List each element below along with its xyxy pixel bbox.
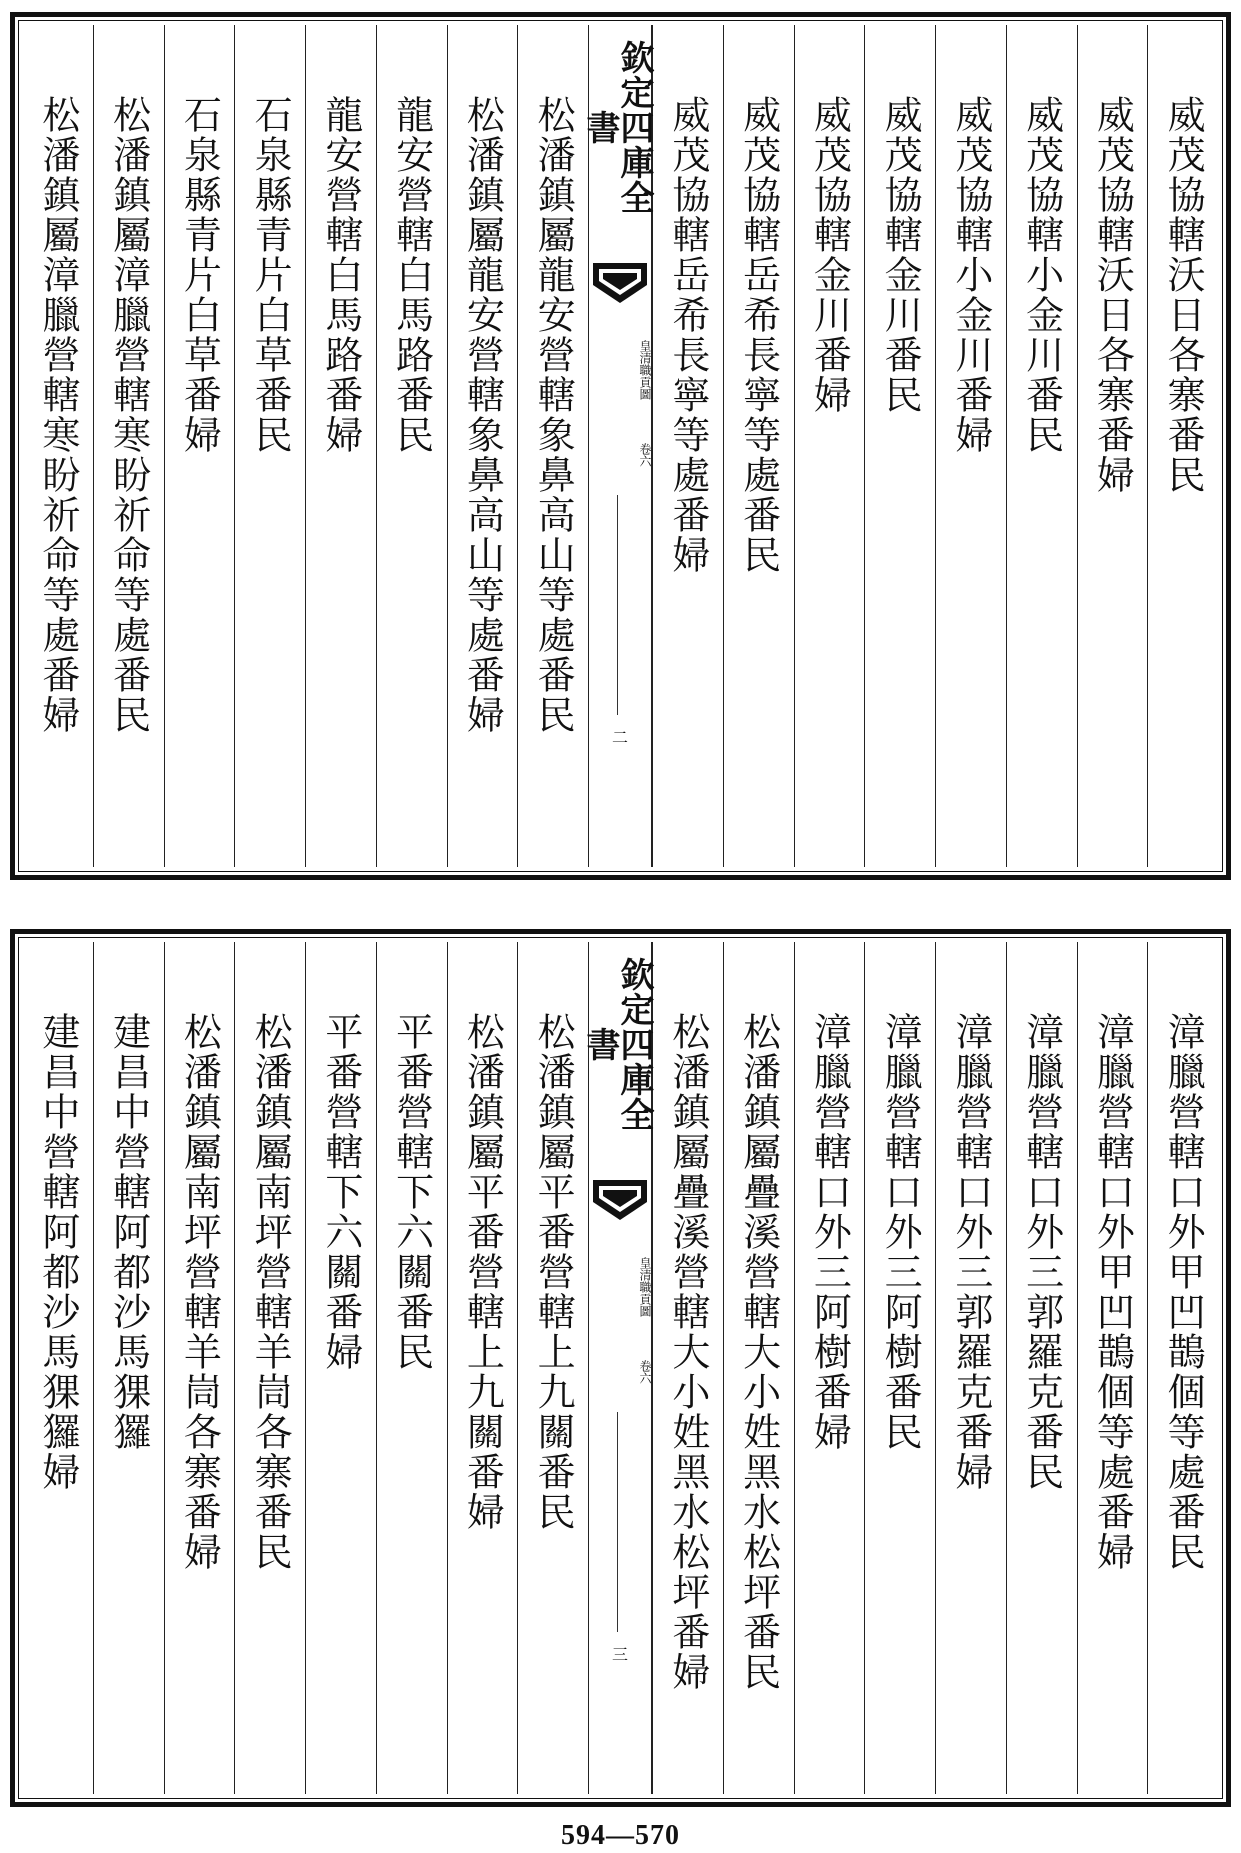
text-column [305,25,376,867]
text-column [935,25,1006,867]
center-volume: 卷六 [638,1360,652,1384]
center-rule [617,1412,618,1632]
column-text: 松潘鎮屬南坪營轄羊峝各寨番民 [248,1012,293,1572]
column-text: 松潘鎮屬漳臘營轄寒盼祈命等處番婦 [35,95,80,735]
text-column [864,942,935,1794]
text-column [164,942,235,1794]
text-column [1147,25,1218,867]
text-column [652,25,723,867]
center-title: 欽定四庫全書 [580,39,654,215]
column-text: 松潘鎮屬平番營轄上九關番婦 [460,1012,505,1532]
text-column [794,25,865,867]
text-column [234,25,305,867]
text-column [1077,25,1148,867]
column-text: 威茂協轄金川番民 [878,95,923,415]
center-page-number: 三 [611,1645,628,1664]
page-reference-number: 594—570 [561,1820,680,1851]
text-column [23,25,93,867]
column-text: 漳臘營轄口外三郭羅克番婦 [948,1012,993,1492]
fishtail-mark [593,1180,647,1220]
text-column [93,942,164,1794]
text-column [376,942,447,1794]
column-text: 威茂協轄沃日各寨番民 [1161,95,1206,495]
column-text: 漳臘營轄口外三阿樹番婦 [807,1012,852,1452]
column-text: 松潘鎮屬南坪營轄羊峝各寨番婦 [177,1012,222,1572]
text-column [1077,942,1148,1794]
text-column [447,942,518,1794]
column-text: 建昌中營轄阿都沙馬猓玀 [106,1012,151,1452]
text-columns-top [23,25,1218,867]
text-column [93,25,164,867]
page-leaf-bottom [10,929,1231,1807]
column-text: 松潘鎮屬漳臘營轄寒盼祈命等處番民 [106,95,151,735]
column-text: 漳臘營轄口外甲凹鵲個等處番民 [1161,1012,1206,1572]
column-text: 龍安營轄白馬路番民 [389,95,434,455]
column-text: 威茂協轄岳希長寧等處番民 [736,95,781,575]
column-text: 建昌中營轄阿都沙馬猓玀婦 [35,1012,80,1492]
column-text: 松潘鎮屬疊溪營轄大小姓黑水松坪番民 [736,1012,781,1692]
text-column [164,25,235,867]
center-title: 欽定四庫全書 [580,956,654,1132]
text-column [234,942,305,1794]
text-column [447,25,518,867]
text-column [1006,25,1077,867]
center-fold-top [580,25,654,867]
center-page-number: 二 [611,728,628,747]
text-column [935,942,1006,1794]
column-text: 平番營轄下六關番民 [389,1012,434,1372]
fishtail-mark [593,263,647,303]
text-column [864,25,935,867]
column-text: 威茂協轄岳希長寧等處番婦 [665,95,710,575]
column-text: 威茂協轄金川番婦 [807,95,852,415]
column-text: 威茂協轄沃日各寨番婦 [1090,95,1135,495]
column-text: 松潘鎮屬疊溪營轄大小姓黑水松坪番婦 [665,1012,710,1692]
text-column [517,25,588,867]
column-text: 石泉縣青片白草番婦 [177,95,222,455]
text-column [517,942,588,1794]
column-text: 石泉縣青片白草番民 [248,95,293,455]
text-column [23,942,93,1794]
column-text: 松潘鎮屬龍安營轄象鼻高山等處番婦 [460,95,505,735]
column-text: 松潘鎮屬平番營轄上九關番民 [531,1012,576,1532]
text-column [376,25,447,867]
column-text: 松潘鎮屬龍安營轄象鼻高山等處番民 [531,95,576,735]
column-text: 平番營轄下六關番婦 [318,1012,363,1372]
text-column [1147,942,1218,1794]
center-book-title: 皇清職貢圖 [638,340,652,400]
text-column [1006,942,1077,1794]
text-columns-bottom [23,942,1218,1794]
text-column [794,942,865,1794]
column-text: 龍安營轄白馬路番婦 [318,95,363,455]
column-text: 漳臘營轄口外甲凹鵲個等處番婦 [1090,1012,1135,1572]
column-text: 漳臘營轄口外三阿樹番民 [878,1012,923,1452]
center-fold-bottom [580,942,654,1794]
page-leaf-top [10,12,1231,880]
center-rule [617,495,618,715]
center-volume: 卷六 [638,443,652,467]
text-column [652,942,723,1794]
center-book-title: 皇清職貢圖 [638,1257,652,1317]
column-text: 威茂協轄小金川番婦 [948,95,993,455]
column-text: 漳臘營轄口外三郭羅克番民 [1019,1012,1064,1492]
text-column [723,942,794,1794]
text-column [723,25,794,867]
column-text: 威茂協轄小金川番民 [1019,95,1064,455]
text-column [305,942,376,1794]
